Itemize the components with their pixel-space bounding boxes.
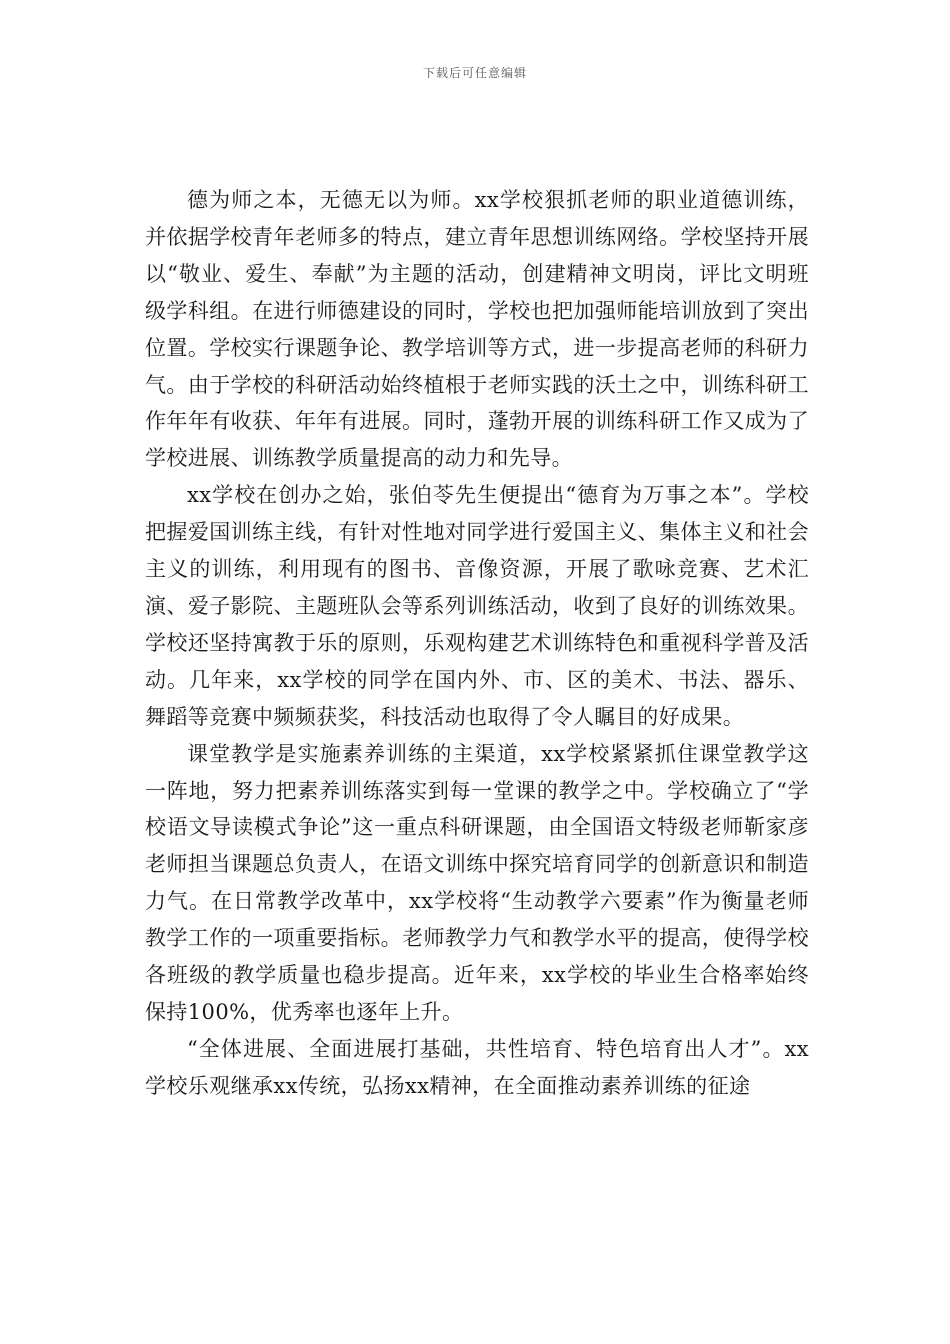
paragraph-3: 课堂教学是实施素养训练的主渠道，xx学校紧紧抓住课堂教学这一阵地，努力把素养训练落实到每一堂课的教学之中。学校确立了“学校语文导读模式争论”这一重点科研课题，由全国语文特级老师靳家彦老师担当课题总负责人，在语文训练中探究培育同学的创新意识和制造力气。在日常教学改革中，xx学校将“生动教学六要素”作为衡量老师教学工作的一项重要指标。老师教学力气和教学水平的提高，使得学校各班级的教学质量也稳步提高。近年来，xx学校的毕业生合格率始终保持100%，优秀率也逐年上升。 [145, 741, 809, 1024]
paragraph-1: 德为师之本，无德无以为师。xx学校狠抓老师的职业道德训练，并依据学校青年老师多的特点，建立青年思想训练网络。学校坚持开展以“敬业、爱生、奉献”为主题的活动，创建精神文明岗，评比文明班级学科组。在进行师德建设的同时，学校也把加强师能培训放到了突出位置。学校实行课题争论、教学培训等方式，进一步提高老师的科研力气。由于学校的科研活动始终植根于老师实践的沃土之中，训练科研工作年年有收获、年年有进展。同时，蓬勃开展的训练科研工作又成为了学校进展、训练教学质量提高的动力和先导。 [145, 188, 809, 471]
page-header: 下载后可任意编辑 [422, 66, 527, 80]
paragraph-4: “全体进展、全面进展打基础，共性培育、特色培育出人才”。xx学校乐观继承xx传统，弘扬xx精神，在全面推动素养训练的征途 [145, 1036, 809, 1098]
document-body [145, 182, 809, 1105]
paragraph-2: xx学校在创办之始，张伯苓先生便提出“德育为万事之本”。学校把握爱国训练主线，有针对性地对同学进行爱国主义、集体主义和社会主义的训练，利用现有的图书、音像资源，开展了歌咏竞赛、艺术汇演、爱子影院、主题班队会等系列训练活动，收到了良好的训练效果。学校还坚持寓教于乐的原则，乐观构建艺术训练特色和重视科学普及活动。几年来，xx学校的同学在国内外、市、区的美术、书法、器乐、舞蹈等竞赛中频频获奖，科技活动也取得了令人瞩目的好成果。 [145, 483, 809, 729]
